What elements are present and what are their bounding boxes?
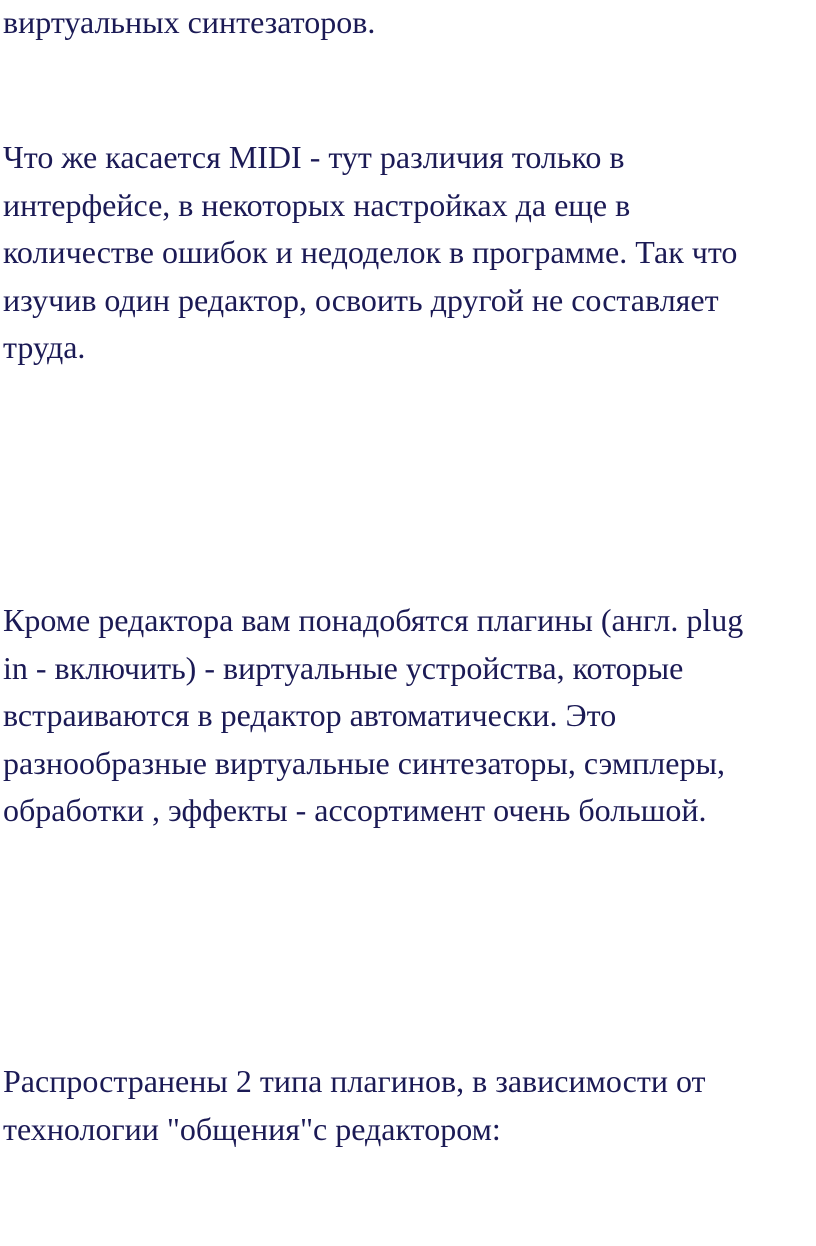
text-line: интерфейсе, в некоторых настройках да еще в — [3, 186, 631, 223]
text-line: технологии "общения"с редактором: — [3, 1110, 501, 1147]
paragraph-plugins — [3, 597, 815, 835]
text-line: виртуальных синтезаторов. — [3, 4, 376, 40]
text-line: in - включить) - виртуальные устройства, которые — [3, 649, 684, 686]
text-line: разнообразные виртуальные синтезаторы, сэмплеры, — [3, 744, 725, 781]
text-line: Распространены 2 типа плагинов, в зависимости от — [3, 1063, 706, 1099]
paragraph-midi-differences — [3, 134, 815, 372]
text-line: изучив один редактор, освоить другой не составляет — [3, 281, 719, 318]
text-line: встраиваются в редактор автоматически. Это — [3, 697, 617, 733]
paragraph-plugin-types — [3, 1058, 815, 1153]
text-line: обработки , эффекты - ассортимент очень большой. — [3, 792, 707, 828]
text-line: труда. — [3, 329, 86, 365]
text-line: количестве ошибок и недоделок в программе. Так что — [3, 234, 738, 270]
text-line: Кроме редактора вам понадобятся плагины (англ. plug — [3, 602, 744, 638]
paragraph-continuation — [3, 0, 815, 47]
text-line: Что же касается MIDI - тут различия только в — [3, 139, 625, 175]
